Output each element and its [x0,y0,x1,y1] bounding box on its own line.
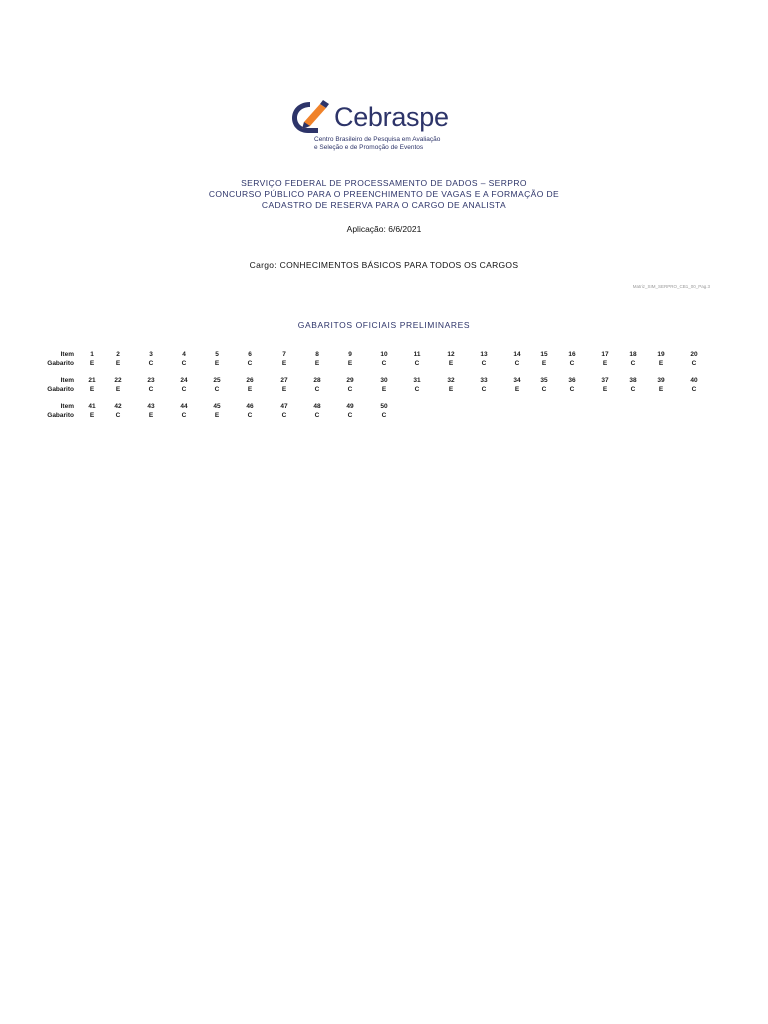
item-number: 9 [348,351,352,358]
item-number: 48 [313,403,321,410]
gabarito-answer: C [115,412,121,419]
gabarito-answer: E [247,386,253,393]
gabarito-answer: E [89,386,95,393]
gabarito-answer: C [247,412,253,419]
gabarito-answer: C [148,386,154,393]
gabarito-answer: C [181,386,187,393]
gabarito-answer: E [281,360,287,367]
gabarito-answer: C [630,360,636,367]
heading-line1: SERVIÇO FEDERAL DE PROCESSAMENTO DE DADOS – SERPRO [241,178,527,188]
gabarito-answer: C [381,412,387,419]
gabarito-answer: E [658,360,664,367]
block-spacer [0,368,768,376]
item-number: 23 [147,377,155,384]
gabarito-answer: C [148,360,154,367]
gabarito-answer: C [630,386,636,393]
gabarito-answer: C [247,360,253,367]
gabarito-answer: E [448,386,454,393]
gabarito-row-label: Gabarito [47,360,74,367]
item-number: 8 [315,351,319,358]
gabarito-answer: E [115,360,121,367]
gabarito-answer: E [89,412,95,419]
item-number: 3 [149,351,153,358]
gabarito-answer: E [115,386,121,393]
item-number-row [0,402,768,411]
item-number-row [0,350,768,359]
gabarito-answer: C [314,412,320,419]
item-number: 17 [601,351,609,358]
gabarito-answer: E [89,360,95,367]
logo-tagline-line1: Centro Brasileiro de Pesquisa em Avaliação [314,136,441,143]
gabarito-answer: E [541,360,547,367]
gabarito-answer: C [381,360,387,367]
gabarito-row-label: Gabarito [47,412,74,419]
item-number: 37 [601,377,609,384]
item-number: 46 [246,403,254,410]
gabarito-answer-row [0,411,768,420]
gabarito-answer: E [448,360,454,367]
gabarito-answer: C [569,360,575,367]
gabarito-answer: C [281,412,287,419]
gabarito-answer: E [281,386,287,393]
item-number: 24 [180,377,188,384]
item-number: 12 [447,351,455,358]
gabarito-answer: C [181,360,187,367]
gabarito-answer: E [602,360,608,367]
item-row-label: Item [60,377,74,384]
gabarito-answer: C [314,386,320,393]
item-number: 45 [213,403,221,410]
item-number: 7 [282,351,286,358]
gabarito-answer: E [658,386,664,393]
item-number: 1 [90,351,94,358]
gabarito-answer: C [691,386,697,393]
item-number: 35 [540,377,548,384]
item-number: 42 [114,403,122,410]
item-number: 4 [182,351,186,358]
item-number: 18 [629,351,637,358]
item-number: 43 [147,403,155,410]
item-number: 20 [690,351,698,358]
cebraspe-logo [290,98,470,156]
item-number: 41 [88,403,96,410]
cargo-title: Cargo: CONHECIMENTOS BÁSICOS PARA TODOS OS CARGOS [249,260,519,270]
item-number: 31 [413,377,421,384]
item-number: 29 [346,377,354,384]
logo-tagline [314,136,440,152]
gabarito-answer: C [541,386,547,393]
gabarito-answer: E [602,386,608,393]
item-number: 6 [248,351,252,358]
item-number: 25 [213,377,221,384]
item-number: 32 [447,377,455,384]
item-number: 26 [246,377,254,384]
gabarito-answer: C [514,360,520,367]
item-number: 11 [413,351,421,358]
document-code: Matriz_SIM_SERPRO_CB1_00_Pag.3 [632,284,710,289]
gabarito-answer: C [691,360,697,367]
item-row-label: Item [60,403,74,410]
gabarito-answer: C [214,386,220,393]
item-number: 27 [280,377,288,384]
item-number: 14 [513,351,521,358]
gabarito-answer: E [314,360,320,367]
gabarito-row-label: Gabarito [47,386,74,393]
item-number: 47 [280,403,288,410]
gabarito-answer: E [347,360,353,367]
exam-heading [0,178,768,211]
gabarito-answer: E [381,386,387,393]
aplicacao-date: Aplicação: 6/6/2021 [346,224,422,234]
gabarito-answer: E [514,386,520,393]
gabarito-answer: C [347,386,353,393]
cebraspe-pen-icon [290,98,336,138]
logo-name: Cebraspe [334,102,449,132]
item-number: 49 [346,403,354,410]
gabarito-answer: E [214,412,220,419]
item-number: 38 [629,377,637,384]
gabarito-answer: C [414,360,420,367]
heading-line2: CONCURSO PÚBLICO PARA O PREENCHIMENTO DE VAGAS E A FORMAÇÃO DE [208,189,560,199]
gabarito-answer: E [148,412,154,419]
item-number: 40 [690,377,698,384]
section-title: GABARITOS OFICIAIS PRELIMINARES [297,320,471,330]
item-number: 44 [180,403,188,410]
item-number: 30 [380,377,388,384]
item-number: 34 [513,377,521,384]
block-spacer [0,394,768,402]
logo-tagline-line2: e Seleção e de Promoção de Eventos [314,144,424,151]
item-number-row [0,376,768,385]
gabarito-answer: C [347,412,353,419]
item-number: 50 [380,403,388,410]
item-number: 5 [215,351,219,358]
gabarito-answer-row [0,359,768,368]
item-number: 36 [568,377,576,384]
item-number: 13 [480,351,488,358]
item-number: 19 [657,351,665,358]
answer-key-grid [0,350,768,420]
item-row-label: Item [60,351,74,358]
item-number: 28 [313,377,321,384]
gabarito-answer: C [181,412,187,419]
heading-line3: CADASTRO DE RESERVA PARA O CARGO DE ANALISTA [261,200,507,210]
gabarito-answer: C [569,386,575,393]
gabarito-answer: C [414,386,420,393]
item-number: 39 [657,377,665,384]
item-number: 15 [540,351,548,358]
gabarito-answer: C [481,386,487,393]
gabarito-answer: C [481,360,487,367]
item-number: 22 [114,377,122,384]
gabarito-answer: E [214,360,220,367]
gabarito-answer-row [0,385,768,394]
item-number: 10 [380,351,388,358]
item-number: 16 [568,351,576,358]
item-number: 33 [480,377,488,384]
item-number: 21 [88,377,96,384]
item-number: 2 [116,351,120,358]
